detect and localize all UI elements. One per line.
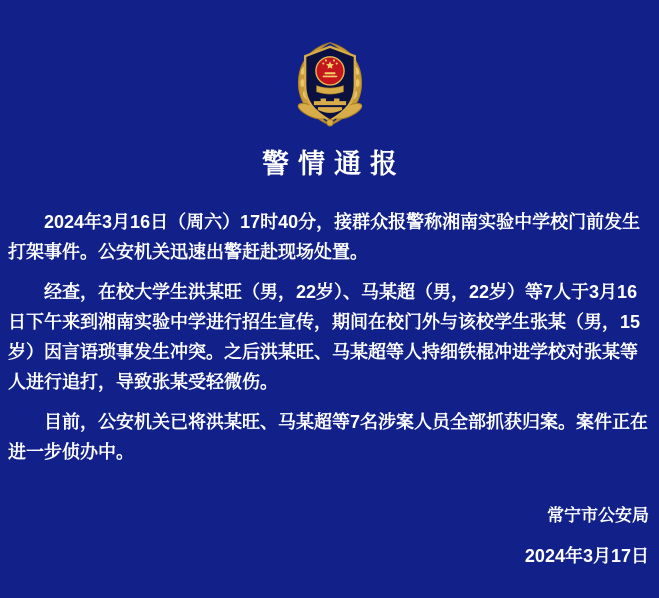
notice-paragraph-3: 目前，公安机关已将洪某旺、马某超等7名涉案人员全部抓获归案。案件正在进一步侦办中。 <box>8 412 649 462</box>
notice-body <box>8 207 651 467</box>
police-badge-icon <box>289 36 371 130</box>
issuing-authority: 常宁市公安局 <box>547 506 649 525</box>
signature-block <box>8 505 651 567</box>
notice-paragraph-2: 经查，在校大学生洪某旺（男，22岁）、马某超（男，22岁）等7人于3月16日下午来到湘南实验中学进行招生宣传，期间在校门外与该校学生张某（男，15岁）因言语琐事发生冲突。之后洪某旺、马某超等人持细铁棍冲进学校对张某等人进行追打，导致张某受轻微伤。 <box>8 282 641 392</box>
notice-title: 警情通报 <box>262 149 406 179</box>
notice-paragraph-1: 2024年3月16日（周六）17时40分，接群众报警称湘南实验中学校门前发生打架事件。公安机关迅速出警赶赴现场处置。 <box>8 212 641 262</box>
issue-date: 2024年3月17日 <box>524 546 649 566</box>
